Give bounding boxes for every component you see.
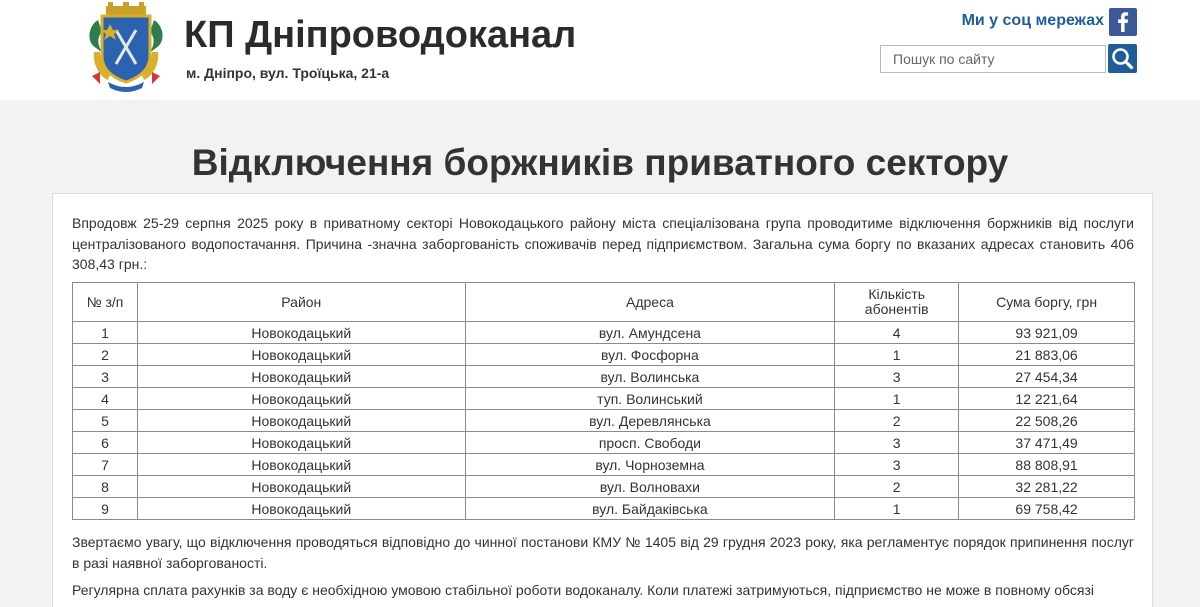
table-cell: 37 471,49 bbox=[959, 432, 1135, 454]
search-button[interactable] bbox=[1108, 44, 1137, 73]
debtors-table bbox=[72, 282, 1135, 520]
table-cell: Новокодацький bbox=[137, 366, 465, 388]
table-cell: 2 bbox=[73, 344, 138, 366]
table-cell: 6 bbox=[73, 432, 138, 454]
table-row bbox=[73, 410, 1135, 432]
table-cell: 3 bbox=[835, 454, 959, 476]
table-cell: туп. Волинський bbox=[465, 388, 835, 410]
table-cell: вул. Байдаківська bbox=[465, 498, 835, 520]
intro-paragraph: Впродовж 25-29 серпня 2025 року в приватному секторі Новокодацького району міста спеціалізована група проводитиме відключення боржників від послуги централізованого водопостачання. Причина -значна заборгованість споживачів перед підприємством. Загальна сума боргу по вказаних адресах становить 406 308,43 грн.: bbox=[72, 215, 1134, 272]
table-cell: 9 bbox=[73, 498, 138, 520]
site-header bbox=[0, 0, 1200, 100]
table-cell: 1 bbox=[835, 498, 959, 520]
column-header: Сума боргу, грн bbox=[959, 283, 1135, 322]
table-row bbox=[73, 366, 1135, 388]
table-cell: Новокодацький bbox=[137, 476, 465, 498]
table-cell: вул. Амундсена bbox=[465, 322, 835, 344]
notice-paragraph: Звертаємо увагу, що відключення проводяться відповідно до чинної постанови КМУ № 1405 від 29 грудня 2023 року, яка регламентує порядок припинення послуг в разі наявної заборгованості. bbox=[72, 534, 1134, 571]
table-cell: 3 bbox=[835, 432, 959, 454]
table-cell: 1 bbox=[835, 388, 959, 410]
table-cell: Новокодацький bbox=[137, 410, 465, 432]
table-cell: Новокодацький bbox=[137, 432, 465, 454]
table-row bbox=[73, 454, 1135, 476]
table-row bbox=[73, 322, 1135, 344]
table-cell: вул. Чорноземна bbox=[465, 454, 835, 476]
search-icon bbox=[1108, 44, 1137, 73]
table-row bbox=[73, 432, 1135, 454]
page-title: Відключення боржників приватного сектору bbox=[191, 142, 1009, 183]
table-cell: 7 bbox=[73, 454, 138, 476]
table-cell: 69 758,42 bbox=[959, 498, 1135, 520]
table-row bbox=[73, 344, 1135, 366]
table-cell: 3 bbox=[835, 366, 959, 388]
table-cell: 1 bbox=[835, 344, 959, 366]
table-header-row bbox=[73, 283, 1135, 322]
table-cell: Новокодацький bbox=[137, 388, 465, 410]
table-cell: вул. Волновахи bbox=[465, 476, 835, 498]
table-cell: просп. Свободи bbox=[465, 432, 835, 454]
column-header: Район bbox=[137, 283, 465, 322]
table-cell: 1 bbox=[73, 322, 138, 344]
table-cell: вул. Фосфорна bbox=[465, 344, 835, 366]
table-cell: 12 221,64 bbox=[959, 388, 1135, 410]
article-content bbox=[52, 193, 1153, 607]
column-header: Кількість абонентів bbox=[835, 283, 959, 322]
table-cell: Новокодацький bbox=[137, 498, 465, 520]
table-cell: 3 bbox=[73, 366, 138, 388]
table-cell: 4 bbox=[73, 388, 138, 410]
table-cell: 22 508,26 bbox=[959, 410, 1135, 432]
table-cell: Новокодацький bbox=[137, 344, 465, 366]
social-networks-label[interactable]: Ми у соц мережах bbox=[961, 12, 1104, 29]
search-input[interactable] bbox=[880, 45, 1106, 73]
table-row bbox=[73, 498, 1135, 520]
table-row bbox=[73, 388, 1135, 410]
column-header: № з/п bbox=[73, 283, 138, 322]
table-cell: 2 bbox=[835, 410, 959, 432]
table-cell: 88 808,91 bbox=[959, 454, 1135, 476]
table-cell: 21 883,06 bbox=[959, 344, 1135, 366]
table-cell: 27 454,34 bbox=[959, 366, 1135, 388]
table-cell: 4 bbox=[835, 322, 959, 344]
table-cell: Новокодацький bbox=[137, 322, 465, 344]
table-cell: вул. Волинська bbox=[465, 366, 835, 388]
table-cell: 8 bbox=[73, 476, 138, 498]
table-cell: 93 921,09 bbox=[959, 322, 1135, 344]
table-cell: вул. Деревлянська bbox=[465, 410, 835, 432]
table-row bbox=[73, 476, 1135, 498]
table-cell: Новокодацький bbox=[137, 454, 465, 476]
column-header: Адреса bbox=[465, 283, 835, 322]
site-title[interactable]: КП Дніпроводоканал bbox=[184, 14, 577, 56]
table-cell: 5 bbox=[73, 410, 138, 432]
table-cell: 2 bbox=[835, 476, 959, 498]
table-cell: 32 281,22 bbox=[959, 476, 1135, 498]
facebook-icon[interactable] bbox=[1109, 8, 1137, 36]
city-coat-of-arms-logo[interactable] bbox=[86, 2, 166, 92]
site-address: м. Дніпро, вул. Троїцька, 21-а bbox=[186, 65, 390, 81]
payment-paragraph: Регулярна сплата рахунків за воду є необхідною умовою стабільної роботи водоканалу. Коли платежі затримуються, підприємство не може в повному обсязі bbox=[72, 582, 1095, 598]
